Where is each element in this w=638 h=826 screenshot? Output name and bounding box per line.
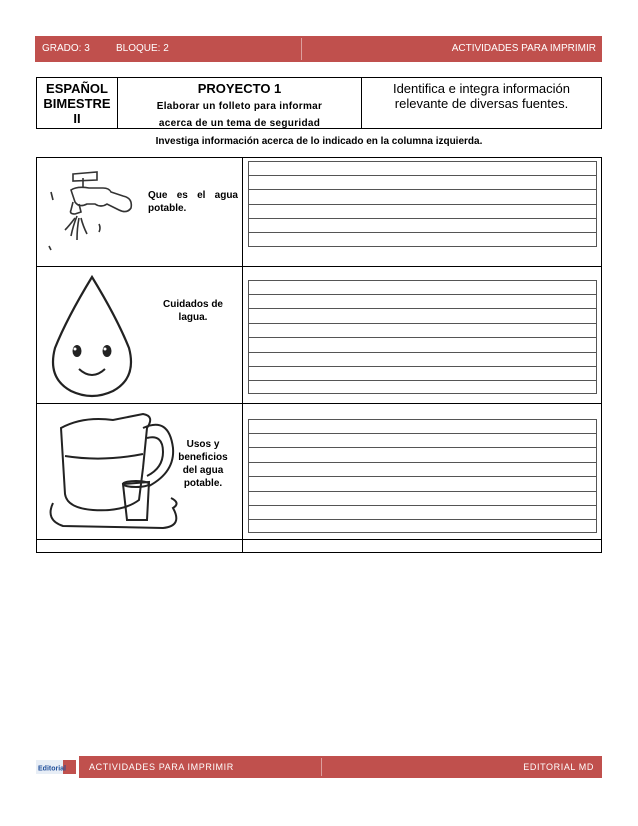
footer-left-label: ACTIVIDADES PARA IMPRIMIR [89, 762, 234, 772]
bimester-label: BIMESTRE [43, 96, 111, 111]
instruction-text: Investiga información acerca de lo indicado en la columna izquierda. [155, 136, 483, 147]
logo-text: Editorial [38, 765, 67, 773]
column-divider [242, 158, 243, 552]
row-label-uses-benefits [173, 438, 233, 490]
uses-label-line-3: del agua [182, 465, 224, 476]
project-subtitle-2: acerca de un tema de seguridad [158, 118, 321, 129]
pitcher-icon [43, 408, 193, 533]
water-drop-icon [47, 273, 137, 399]
row-divider [37, 403, 601, 404]
row-divider [37, 266, 601, 267]
header-right-label: ACTIVIDADES PARA IMPRIMIR [451, 43, 596, 54]
project-subtitle-1: Elaborar un folleto para informar [156, 101, 323, 112]
project-title: PROYECTO 1 [197, 81, 282, 96]
bimester-number: II [73, 111, 81, 126]
header-divider [301, 38, 302, 60]
project-header-table [36, 77, 602, 129]
answer-lines-1[interactable] [248, 161, 597, 247]
objective-cell [362, 78, 601, 128]
project-cell [118, 78, 362, 128]
answer-lines-3[interactable] [248, 419, 597, 533]
objective-text: Identifica e integra información relevante de diversas fuentes. [392, 81, 571, 111]
editorial-logo [36, 757, 76, 777]
answer-lines-2[interactable] [248, 280, 597, 394]
footer-divider [321, 758, 322, 776]
uses-label-line-2: beneficios [178, 452, 228, 463]
footer-right-label: EDITORIAL MD [523, 762, 594, 772]
subject-name: ESPAÑOL [46, 81, 108, 96]
header-bar [35, 36, 602, 62]
row-label-water-care: Cuidados de lagua. [162, 299, 223, 323]
subject-cell [37, 78, 118, 128]
row-divider [37, 539, 601, 540]
block-label: BLOQUE: 2 [116, 43, 169, 54]
footer-bar [79, 756, 602, 778]
faucet-icon [43, 164, 143, 256]
row-label-what-is-water: Que es el agua potable. [148, 190, 238, 214]
uses-label-line-4: potable. [183, 478, 223, 489]
activity-table [36, 157, 602, 553]
uses-label-line-1: Usos y [186, 439, 220, 450]
grade-label: GRADO: 3 [42, 43, 90, 54]
